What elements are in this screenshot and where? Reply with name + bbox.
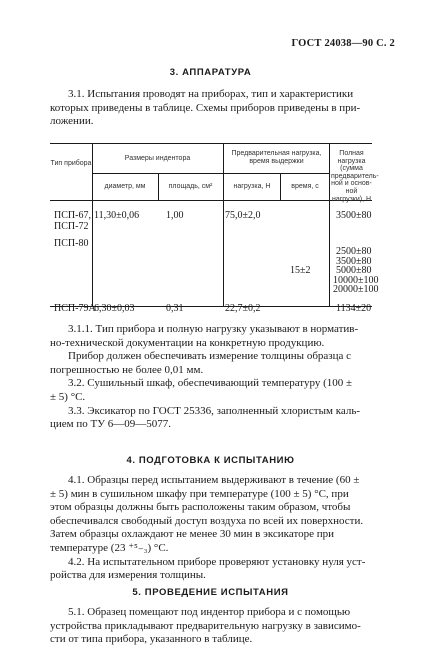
text-line: 3.3. Эксикатор по ГОСТ 25336, заполненный хлористым каль- bbox=[68, 404, 361, 417]
apparatus-table bbox=[50, 143, 379, 314]
cell-full-load: 3500±80 bbox=[336, 210, 372, 221]
cell-load: 22,7±0,2 bbox=[225, 303, 261, 314]
header-indenter: Размеры индентора bbox=[124, 155, 191, 162]
text-line: 4.1. Образцы перед испытанием выдерживают в течение (60 ± bbox=[68, 474, 360, 486]
section-3-title: 3. АППАРАТУРА bbox=[169, 67, 252, 78]
text-line: погрешностью не более 0,01 мм. bbox=[50, 363, 204, 376]
cell-type: ПСП-67, bbox=[54, 210, 91, 221]
header-full-load: Полная нагрузка (сумма предваритель-ной и основ-ной нагрузки), Н bbox=[331, 150, 379, 203]
cell-full-load: 20000±100 bbox=[333, 284, 379, 295]
text-line: сти от типа прибора, указанного в таблице. bbox=[50, 633, 253, 646]
cell-diameter: 11,30±0,06 bbox=[94, 210, 140, 221]
text-line: ± 5) мин в сушильном шкафу при температуре (100 ± 5) °С, при bbox=[50, 487, 349, 500]
text-line: ± 5) °С. bbox=[50, 390, 86, 403]
header-preload: Предварительная нагрузка, время выдержки bbox=[231, 150, 322, 165]
text-line: 4.2. На испытательном приборе проверяют установку нуля уст- bbox=[68, 555, 366, 568]
cell-full-load: 3500±80 bbox=[336, 256, 372, 267]
cell-full-load: 1134±20 bbox=[336, 303, 372, 314]
text-line: температуре (23 ⁺⁵₋₃) °С. bbox=[50, 541, 169, 554]
text-line: устройства прикладывают предварительную нагрузку в зависимо- bbox=[50, 619, 361, 632]
cell-type: ПСП-79А bbox=[54, 303, 96, 314]
cell-area: 1,00 bbox=[166, 210, 184, 221]
cell-full-load: 10000±100 bbox=[333, 275, 379, 286]
text-line: но-технической документации на конкретную продукцию. bbox=[50, 336, 325, 349]
cell-load: 75,0±2,0 bbox=[225, 210, 261, 221]
header-diameter: диаметр, мм bbox=[104, 183, 146, 190]
text-line: 3.1.1. Тип прибора и полную нагрузку указывают в норматив- bbox=[68, 323, 359, 335]
text-line: ройства для измерения толщины. bbox=[50, 569, 206, 582]
text-line: 3.1. Испытания проводят на приборах, тип и характеристики bbox=[68, 88, 354, 100]
section-5-body bbox=[50, 606, 372, 647]
section-3-intro bbox=[50, 88, 372, 129]
cell-full-load: 2500±80 bbox=[336, 246, 372, 257]
cell-full-load: 5000±80 bbox=[336, 265, 372, 276]
text-line: которых приведены в таблице. Схемы приборов приведены в при- bbox=[50, 101, 361, 114]
text-line: Прибор должен обеспечивать измерение толщины образца с bbox=[68, 350, 352, 363]
section-4-title: 4. ПОДГОТОВКА К ИСПЫТАНИЮ bbox=[126, 455, 295, 466]
text-line: ложении. bbox=[50, 115, 94, 128]
text-line: обеспечивался свободный доступ воздуха по всей их поверхности. bbox=[50, 514, 364, 527]
section-5-title: 5. ПРОВЕДЕНИЕ ИСПЫТАНИЯ bbox=[132, 587, 289, 598]
section-4-body bbox=[50, 474, 372, 583]
document-header: ГОСТ 24038—90 С. 2 bbox=[291, 38, 395, 49]
cell-diameter: 6,30±0,03 bbox=[94, 303, 135, 314]
header-device-type: Тип прибора bbox=[50, 160, 92, 167]
header-area: площадь, см² bbox=[168, 183, 213, 190]
cell-time: 15±2 bbox=[290, 265, 311, 276]
cell-area: 0,31 bbox=[166, 303, 184, 314]
cell-type: ПСП-72 bbox=[54, 221, 89, 232]
text-line: Затем образцы охлаждают не менее 30 мин в эксикаторе при bbox=[50, 528, 335, 541]
header-time: время, с bbox=[291, 183, 319, 190]
header-load: нагрузка, Н bbox=[233, 183, 271, 190]
cell-type: ПСП-80 bbox=[54, 238, 89, 249]
section-3-details bbox=[50, 323, 372, 432]
text-line: этом образцы должны быть расположены таким образом, чтобы bbox=[50, 501, 351, 514]
text-line: цием по ТУ 6—09—5077. bbox=[50, 418, 172, 431]
text-line: 3.2. Сушильный шкаф, обеспечивающий температуру (100 ± bbox=[68, 377, 353, 390]
text-line: 5.1. Образец помещают под индентор прибора и с помощью bbox=[68, 606, 351, 618]
